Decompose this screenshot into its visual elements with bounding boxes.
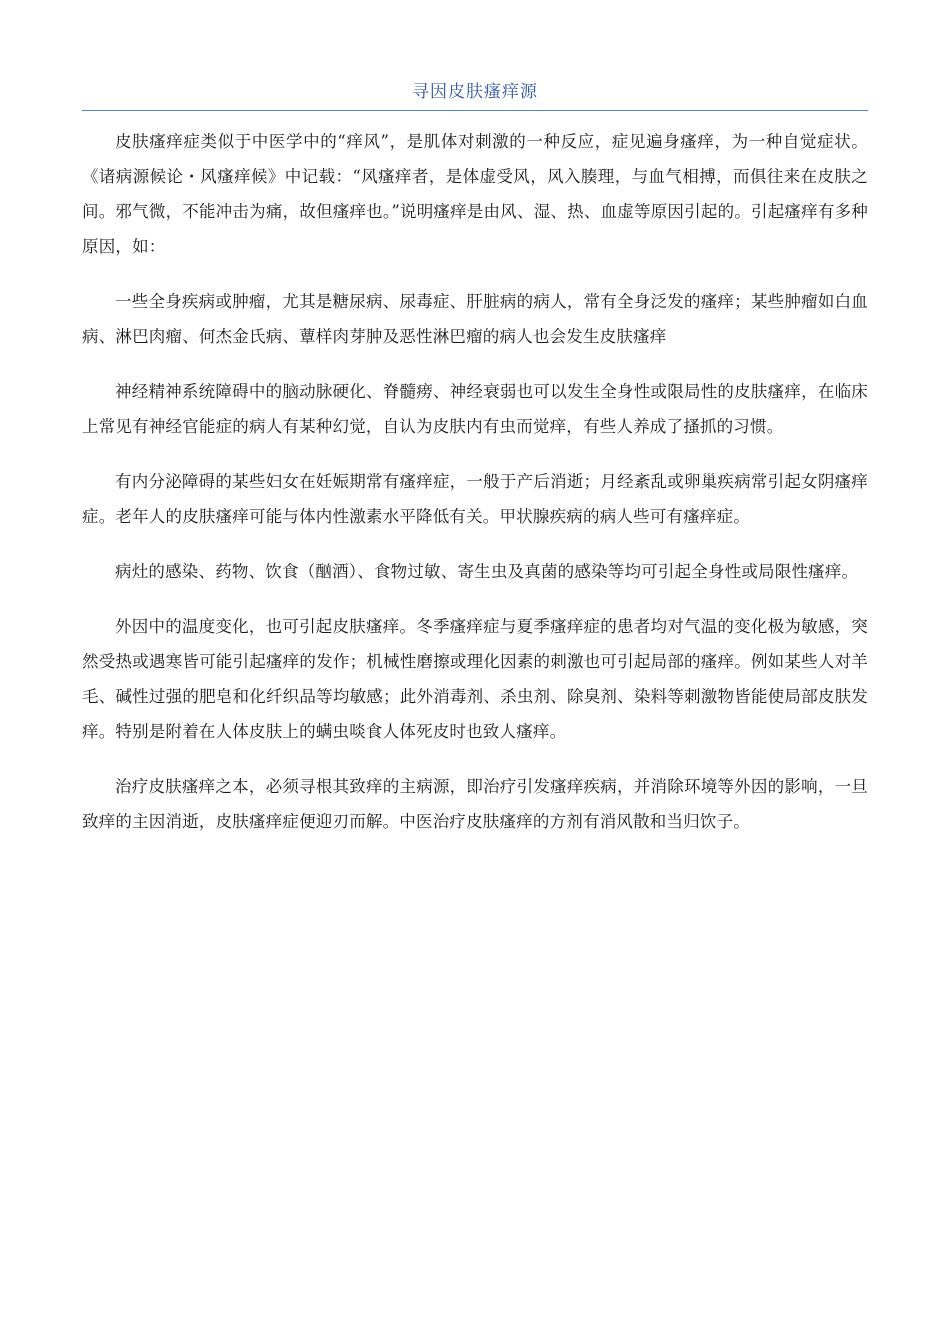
paragraph-intro: 皮肤瘙痒症类似于中医学中的“痒风”，是肌体对刺激的一种反应，症见遍身瘙痒，为一种自觉症状。《诸病源候论・风瘙痒候》中记载：“风瘙痒者，是体虚受风，风入腠理，与血气相搏，而俱往来在皮肤之间。邪气微，不能冲击为痛，故但瘙痒也。”说明瘙痒是由风、湿、热、血虚等原因引起的。引起瘙痒有多种原因，如： (82, 132, 868, 256)
paragraph-external-causes: 外因中的温度变化，也可引起皮肤瘙痒。冬季瘙痒症与夏季瘙痒症的患者均对气温的变化极为敏感，突然受热或遇寒皆可能引起瘙痒的发作；机械性磨擦或理化因素的刺激也可引起局部的瘙痒。例如某些人对羊毛、碱性过强的肥皂和化纤织品等均敏感；此外消毒剂、杀虫剂、除臭剂、染料等刺激物皆能使局部皮肤发痒。特别是附着在人体皮肤上的螨虫啖食人体死皮时也致人瘙痒。 (82, 617, 868, 741)
paragraph-neurological: 神经精神系统障碍中的脑动脉硬化、脊髓痨、神经衰弱也可以发生全身性或限局性的皮肤瘙痒，在临床上常见有神经官能症的病人有某种幻觉，自认为皮肤内有虫而觉痒，有些人养成了搔抓的习惯。 (82, 382, 868, 436)
document-body (82, 124, 868, 859)
page-header (82, 78, 868, 111)
paragraph-systemic-disease: 一些全身疾病或肿瘤，尤其是糖尿病、尿毒症、肝脏病的病人，常有全身泛发的瘙痒；某些肿瘤如白血病、淋巴肉瘤、何杰金氏病、蕈样肉芽肿及恶性淋巴瘤的病人也会发生皮肤瘙痒 (82, 292, 868, 346)
paragraph-infection-diet: 病灶的感染、药物、饮食（酗酒）、食物过敏、寄生虫及真菌的感染等均可引起全身性或局限性瘙痒。 (115, 562, 859, 581)
paragraph-endocrine: 有内分泌障碍的某些妇女在妊娠期常有瘙痒症，一般于产后消逝；月经紊乱或卵巢疾病常引起女阴瘙痒症。老年人的皮肤瘙痒可能与体内性激素水平降低有关。甲状腺疾病的病人些可有瘙痒症。 (82, 472, 868, 526)
page-title: 寻因皮肤瘙痒源 (412, 82, 538, 102)
paragraph-treatment: 治疗皮肤瘙痒之本，必须寻根其致痒的主病源，即治疗引发瘙痒疾病，并消除环境等外因的影响，一旦致痒的主因消逝，皮肤瘙痒症便迎刃而解。中医治疗皮肤瘙痒的方剂有消风散和当归饮子。 (82, 777, 868, 831)
